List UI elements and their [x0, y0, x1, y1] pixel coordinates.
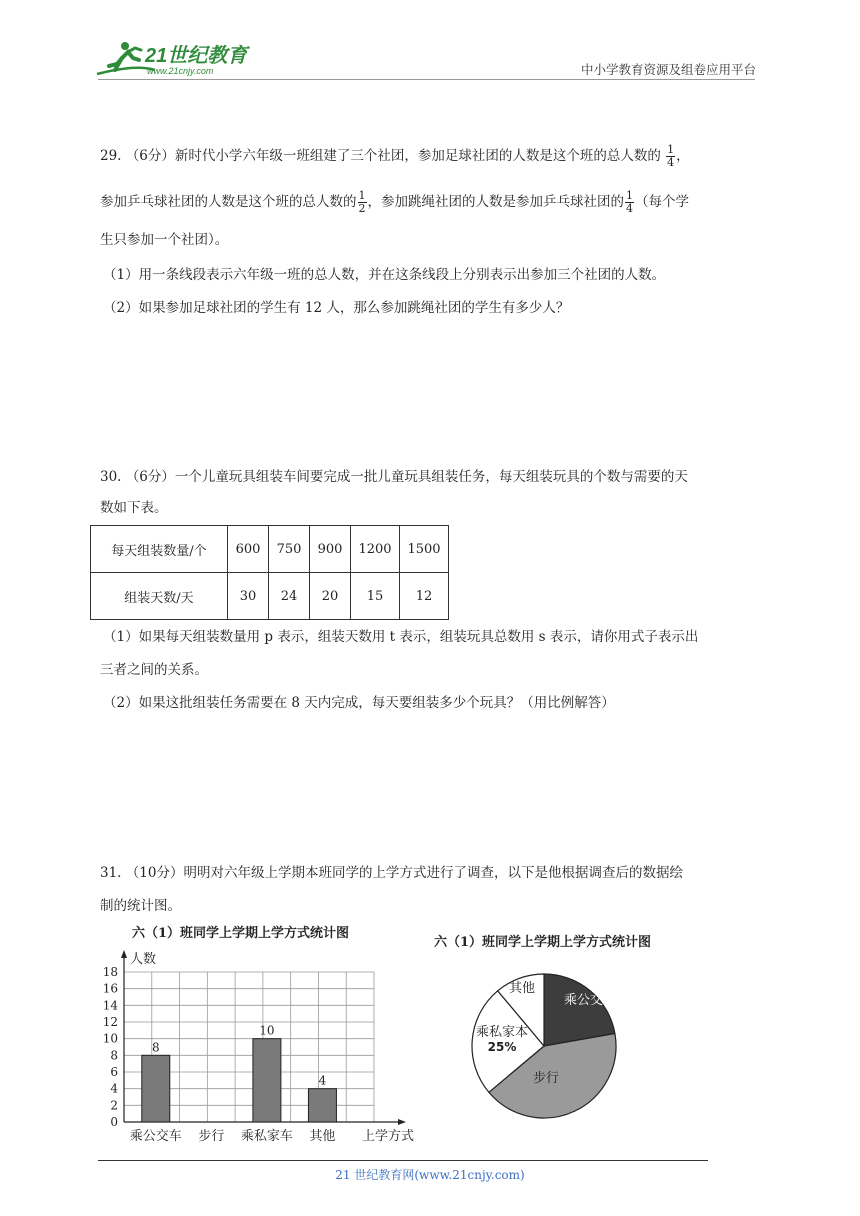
- q29-sub2: （2）如果参加足球社团的学生有 12 人，那么参加跳绳社团的学生有多少人？: [103, 300, 570, 316]
- header-platform-text: 中小学教育资源及组卷应用平台: [580, 62, 756, 77]
- q29-line1: 29. （6分）新时代小学六年级一班组建了三个社团，参加足球社团的人数是这个班的总人数的 $\frac{1}{4}$ ，: [100, 143, 690, 169]
- bar: [142, 1055, 170, 1122]
- footer-site-link[interactable]: 21 世纪教育网(www.21cnjy.com): [335, 1168, 525, 1182]
- table-cell: 1200: [351, 526, 400, 573]
- q31-number: 31.: [100, 865, 122, 881]
- bar-value-label: 8: [151, 1040, 160, 1055]
- q30-score: （6分）: [125, 469, 175, 485]
- table-cell: 30: [228, 573, 269, 620]
- table-cell: 15: [351, 573, 400, 620]
- y-axis-arrow: [121, 950, 127, 958]
- pie-slice-label: 步行: [532, 1071, 560, 1086]
- bar-value-label: 10: [259, 1023, 275, 1038]
- y-tick-label: 18: [102, 965, 118, 979]
- pie-slice-label: 其他: [508, 981, 536, 996]
- table-cell: 600: [228, 526, 269, 573]
- q30-sub1-b: 三者之间的关系。: [100, 662, 208, 678]
- logo-url: www.21cnjy.com: [147, 66, 214, 76]
- table-cell: 1500: [400, 526, 449, 573]
- pie-chart-title: 六（1）班同学上学期上学方式统计图: [434, 935, 652, 950]
- header-divider: [98, 79, 755, 80]
- q30-data-table: [90, 525, 449, 620]
- q30-number: 30.: [100, 469, 122, 485]
- bar-chart-xlabel: 上学方式: [362, 1129, 415, 1144]
- pie-slice-value-label: 25%: [487, 1040, 517, 1054]
- logo-text: 21世纪教育: [145, 45, 248, 67]
- bar-value-label: 4: [318, 1073, 327, 1088]
- table-cell: 900: [310, 526, 351, 573]
- q29-number: 29.: [100, 148, 122, 164]
- table-cell: 20: [310, 573, 351, 620]
- q31-line2: 制的统计图。: [100, 898, 181, 914]
- footer-divider: [98, 1160, 708, 1161]
- x-tick-label: 乘私家车: [240, 1129, 293, 1144]
- y-tick-label: 2: [110, 1098, 118, 1113]
- q30-sub1-a: （1）如果每天组装数量用 p 表示，组装天数用 t 表示，组装玩具总数用 s 表示，请你用式子表示出: [103, 629, 699, 645]
- q30-sub2: （2）如果这批组装任务需要在 8 天内完成，每天要组装多少个玩具？（用比例解答）: [103, 695, 615, 711]
- y-tick-label: 10: [102, 1031, 118, 1046]
- q31-line1: 31. （10分）明明对六年级上学期本班同学的上学方式进行了调查，以下是他根据调查后的数据绘: [100, 865, 683, 881]
- pie-slice-label: 乘私家本: [475, 1025, 529, 1040]
- q30-line2: 数如下表。: [100, 500, 168, 516]
- q29-sub1: （1）用一条线段表示六年级一班的总人数，并在这条线段上分别表示出参加三个社团的人数。: [103, 267, 666, 283]
- q31-score: （10分）: [125, 865, 184, 881]
- fraction-one-quarter: $\frac{1}{4}$: [667, 143, 675, 169]
- q29-line3: 生只参加一个社团）。: [100, 232, 229, 248]
- x-tick-label: 乘公交车: [129, 1129, 182, 1144]
- bar-chart-title: 六（1）班同学上学期上学方式统计图: [132, 926, 350, 941]
- bar-chart-ylabel: 人数: [130, 952, 157, 967]
- y-tick-label: 4: [110, 1081, 118, 1096]
- y-tick-label: 14: [102, 998, 118, 1013]
- table-cell: 24: [269, 573, 310, 620]
- y-tick-label: 0: [110, 1115, 118, 1129]
- pie-chart: [428, 928, 688, 1128]
- y-tick-label: 12: [102, 1015, 118, 1029]
- q29-line2: 参加乒乓球社团的人数是这个班的总人数的 $\frac{1}{2}$ ，参加跳绳社团的人数是参加乒乓球社团的 $\frac{1}{4}$ （每个学: [100, 189, 689, 215]
- fraction-one-half: $\frac{1}{2}$: [358, 189, 366, 215]
- x-axis-arrow: [398, 1119, 406, 1125]
- bar: [253, 1039, 281, 1122]
- y-tick-label: 6: [110, 1065, 118, 1079]
- q29-line1-text: 新时代小学六年级一班组建了三个社团，参加足球社团的人数是这个班的总人数的: [174, 148, 661, 164]
- site-logo: [95, 36, 265, 80]
- x-tick-label: 步行: [198, 1129, 225, 1144]
- bar: [308, 1089, 336, 1122]
- table-row-header: 每天组装数量/个: [91, 526, 228, 573]
- bar-chart: [98, 920, 428, 1150]
- y-tick-label: 16: [102, 981, 118, 996]
- y-tick-label: 8: [110, 1048, 118, 1063]
- bar-chart-ticks: [103, 965, 336, 1144]
- table-cell: 12: [400, 573, 449, 620]
- x-tick-label: 其他: [309, 1129, 336, 1144]
- q30-line1: 30. （6分）一个儿童玩具组装车间要完成一批儿童玩具组装任务，每天组装玩具的个数与需要的天: [100, 469, 688, 485]
- q29-score: （6分）: [125, 148, 175, 164]
- table-row: [91, 573, 449, 620]
- fraction-one-quarter: $\frac{1}{4}$: [626, 189, 633, 215]
- table-cell: 750: [269, 526, 310, 573]
- table-row-header: 组装天数/天: [91, 573, 228, 620]
- pie-slice-label: 乘公交车: [563, 993, 617, 1008]
- table-row: [91, 526, 449, 573]
